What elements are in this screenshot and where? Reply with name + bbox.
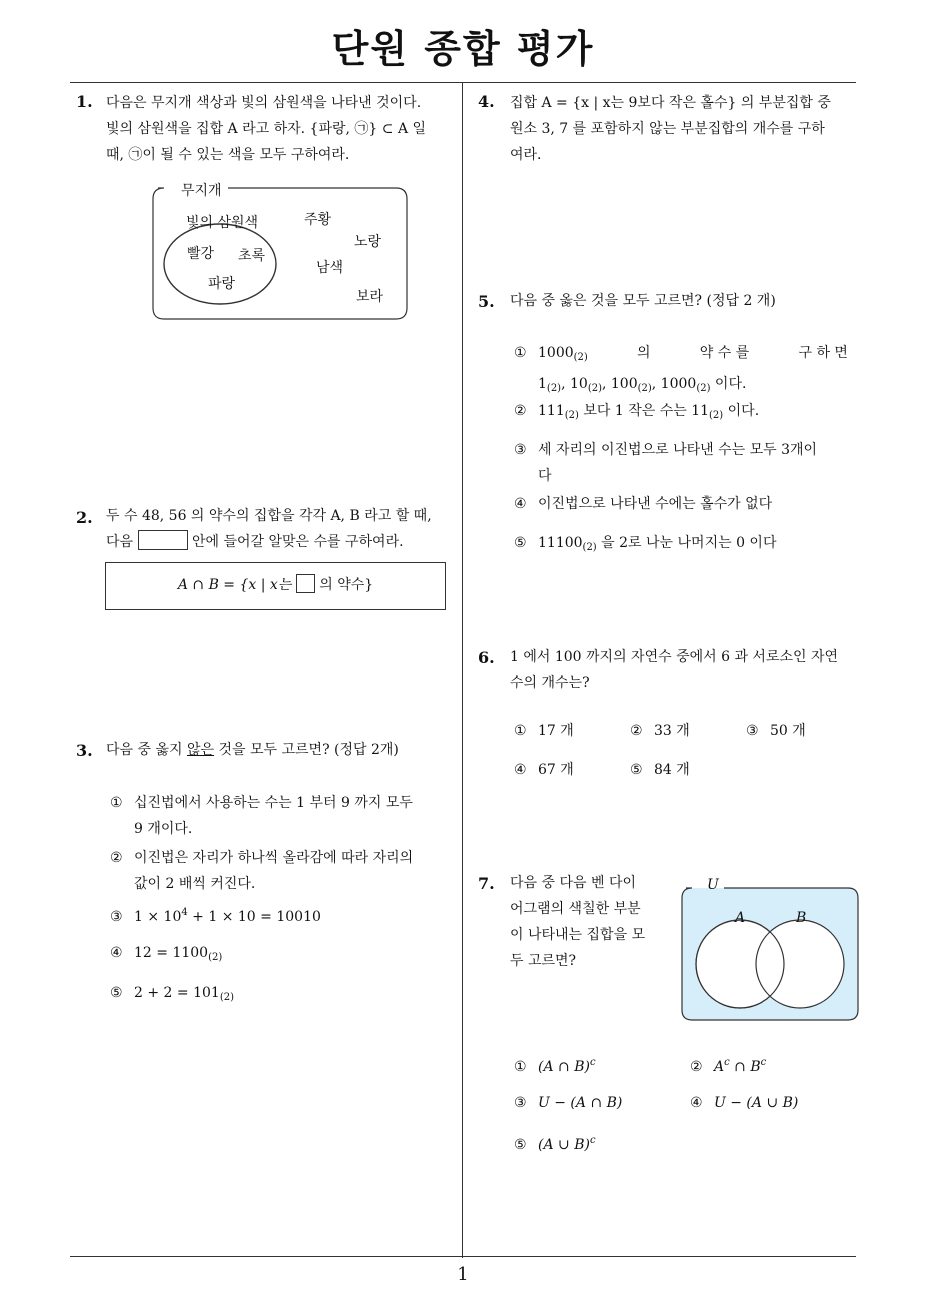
text: 다음 중 옳지 [106,742,187,758]
option-mark: ⑤ [514,1137,527,1153]
option-mark: ③ [514,442,527,458]
question-line: 이 나타내는 집합을 모 [510,927,646,943]
option-text: U − (A ∪ B) [714,1095,799,1111]
option-text: 을 2로 나눈 나머지는 0 이다 [596,535,777,551]
option-text: 17 개 [538,723,574,739]
venn-diagram [678,880,862,1024]
option-text: 의 [637,345,651,361]
option-3[interactable] [110,900,321,930]
question-number: 3. [76,741,93,760]
option-text: 다 [538,468,552,484]
option-text: 9 개이다. [134,821,193,837]
column-divider [462,82,463,1258]
superscript: 4 [181,907,188,918]
option-text: 세 자리의 이진법으로 나타낸 수는 모두 3개이 [538,442,818,458]
option-text: (A ∩ B) [538,1059,590,1075]
option-text: 구 하 면 [798,345,848,361]
question-text [510,90,866,168]
set-a-label: A [735,910,746,926]
subscript: (2) [546,383,562,394]
option-4[interactable] [690,1090,798,1116]
option-5[interactable] [514,530,776,561]
universe-label: U [707,877,719,893]
option-text: 111 [538,403,565,419]
subscript: (2) [696,383,711,394]
formula-box [105,562,446,610]
question-text [510,644,866,696]
question-line: 다음 중 다음 벤 다이 [510,875,636,891]
option-text: U − (A ∩ B) [538,1095,623,1111]
subscript: (2) [573,352,588,363]
option-4[interactable] [514,757,574,783]
question-line: 여라. [510,147,542,163]
color-red: 빨강 [187,246,215,262]
option-text: 84 개 [654,762,690,778]
question-number: 5. [478,292,495,311]
option-text: , 1000 [651,376,697,392]
color-green: 초록 [238,248,266,264]
option-2[interactable] [630,718,690,744]
option-mark: ③ [110,909,123,925]
page-number: 1 [457,1264,469,1285]
question-line: 두 수 48, 56 의 약수의 집합을 각각 A, B 라고 할 때, [106,508,432,524]
option-mark: ⑤ [110,985,123,1001]
question-line: 집합 A = {x | x는 9보다 작은 홀수} 의 부분집합 중 [510,95,831,111]
superscript: c [589,1135,596,1146]
subscript: (2) [637,383,652,394]
rainbow-label: 무지개 [178,180,225,200]
option-1[interactable] [514,340,848,402]
bottom-rule [70,1256,856,1257]
set-b-label: B [796,910,807,926]
question-line: 원소 3, 7 를 포함하지 않는 부분집합의 개수를 구하 [510,121,825,137]
text: 것을 모두 고르면? (정답 2개) [214,742,399,758]
option-mark: ④ [110,945,123,961]
page-title: 단원 종합 평가 [331,27,595,71]
question-line: 두 고르면? [510,953,577,969]
option-text: 1 × 10 [134,909,182,925]
option-text: ∩ B [729,1059,761,1075]
top-rule [70,82,856,83]
option-text: , 100 [601,376,638,392]
question-text [106,90,456,168]
color-orange: 주황 [304,212,332,228]
option-text: 50 개 [770,723,806,739]
option-text: 십진법에서 사용하는 수는 1 부터 9 까지 모두 [134,795,413,811]
option-1[interactable] [514,718,574,744]
question-text: 다음 중 옳은 것을 모두 고르면? (정답 2 개) [510,293,776,309]
text: 안에 들어갈 알맞은 수를 구하여라. [191,534,404,550]
emphasis-text: 않은 [186,742,215,758]
option-text: A [714,1059,725,1075]
option-text: 33 개 [654,723,690,739]
option-5[interactable] [514,1128,596,1158]
option-text: 12 = 1100 [134,945,209,961]
answer-blank [138,530,188,550]
option-mark: ③ [746,723,759,739]
option-text: , 10 [561,376,588,392]
option-text: 이다. [710,376,747,392]
option-4[interactable] [514,491,772,517]
question-text [106,737,460,763]
color-blue: 파랑 [208,276,236,292]
question-line: 1 에서 100 까지의 자연수 중에서 6 과 서로소인 자연 [510,649,839,665]
option-mark: ② [630,723,643,739]
subscript: (2) [587,383,602,394]
option-3[interactable] [514,1090,622,1116]
subscript: (2) [208,952,223,963]
option-mark: ② [690,1059,703,1075]
option-3[interactable] [746,718,806,744]
set-b-circle [756,920,844,1008]
option-text: (A ∪ B) [538,1137,590,1153]
formula-blank [296,574,315,593]
question-line: 빛의 삼원색을 집합 A 라고 하자. {파랑, ㉠} ⊂ A 일 [106,121,427,137]
option-mark: ④ [514,762,527,778]
formula-text: 의 약수} [319,577,374,593]
option-1[interactable] [514,1050,596,1080]
subscript: (2) [582,542,597,553]
option-mark: ④ [690,1095,703,1111]
question-line [106,529,460,555]
option-mark: ③ [514,1095,527,1111]
option-text: 약 수 를 [699,345,750,361]
superscript: c [760,1057,767,1068]
question-text [106,503,460,555]
option-text: 이진법으로 나타낸 수에는 홀수가 없다 [538,496,773,512]
option-mark: ① [514,345,527,361]
option-text: 보다 1 작은 수는 11 [578,403,710,419]
option-text: 1 [538,376,547,392]
subscript: (2) [564,410,579,421]
option-mark: ② [110,850,123,866]
option-text: 67 개 [538,762,574,778]
option-2[interactable] [690,1050,766,1080]
color-indigo: 남색 [316,260,344,276]
option-mark: ⑤ [514,535,527,551]
question-line: 다음은 무지개 색상과 빛의 삼원색을 나타낸 것이다. [106,95,422,111]
question-number: 2. [76,508,93,527]
option-1[interactable] [110,790,456,842]
option-mark: ① [514,723,527,739]
question-number: 4. [478,92,495,111]
option-5[interactable] [630,757,690,783]
question-number: 1. [76,92,93,111]
option-text: 1000 [538,345,574,361]
question-number: 7. [478,874,495,893]
option-mark: ② [514,403,527,419]
option-text: 이다. [723,403,760,419]
option-mark: ① [110,795,123,811]
option-3[interactable] [514,437,854,489]
option-mark: ⑤ [630,762,643,778]
text: 다음 [106,534,134,550]
subscript: (2) [219,992,234,1003]
primary-colors-label: 빛의 삼원색 [186,215,259,231]
superscript: c [589,1057,596,1068]
option-text: 2 + 2 = 101 [134,985,220,1001]
question-line: 수의 개수는? [510,675,590,691]
superscript: c [724,1057,730,1068]
option-text: 이진법은 자리가 하나씩 올라감에 따라 자리의 [134,850,414,866]
option-4[interactable] [110,940,222,971]
question-line: 어그램의 색칠한 부분 [510,901,641,917]
option-2[interactable] [110,845,456,897]
question-text [510,870,670,974]
option-text: + 1 × 10 = 10010 [187,909,321,925]
color-violet: 보라 [356,289,384,305]
option-5[interactable] [110,980,234,1011]
option-text: 11100 [538,535,583,551]
formula-text: A ∩ B = {x | x는 [177,577,292,593]
color-yellow: 노랑 [354,234,382,250]
option-2[interactable] [514,398,759,429]
option-mark: ① [514,1059,527,1075]
question-number: 6. [478,648,495,667]
subscript: (2) [709,410,724,421]
option-mark: ④ [514,496,527,512]
option-text: 값이 2 배씩 커진다. [134,876,256,892]
question-line: 때, ㉠이 될 수 있는 색을 모두 구하여라. [106,147,350,163]
